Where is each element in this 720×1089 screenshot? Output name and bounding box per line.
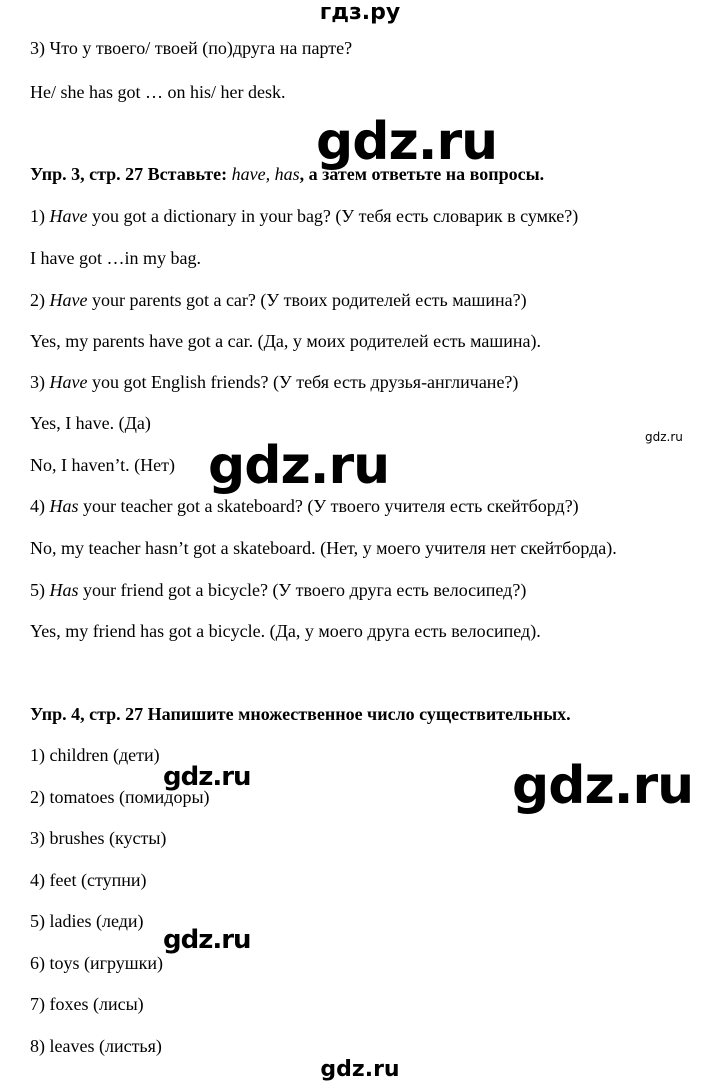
item-text: you got English friends? (У тебя есть друзья-англичане?) bbox=[87, 372, 519, 392]
watermark-logo: gdz.ru bbox=[163, 762, 251, 792]
exercise-4-item: 3) brushes (кусты) bbox=[30, 828, 167, 848]
exercise-3-line bbox=[30, 371, 518, 393]
item-text: your parents got a car? (У твоих родителей есть машина?) bbox=[87, 290, 527, 310]
item-number: 4) bbox=[30, 496, 50, 516]
exercise-4-item: 7) foxes (лисы) bbox=[30, 994, 144, 1014]
item-verb: Have bbox=[49, 290, 88, 310]
exercise-4-heading: Упр. 4, стр. 27 Напишите множественное число существительных. bbox=[30, 704, 571, 724]
item-verb: Have bbox=[49, 372, 88, 392]
exercise-4-item: 6) toys (игрушки) bbox=[30, 953, 164, 973]
item-number: 5) bbox=[30, 580, 50, 600]
site-footer: gdz.ru bbox=[320, 1057, 400, 1082]
watermark-logo: gdz.ru bbox=[208, 436, 390, 496]
intro-question: 3) Что у твоего/ твоей (по)друга на парте? bbox=[30, 38, 353, 58]
watermark-logo: gdz.ru bbox=[512, 756, 694, 816]
exercise-3-line: Yes, my parents have got a car. (Да, у моих родителей есть машина). bbox=[30, 331, 542, 351]
exercise-3-heading-suffix: , а затем ответьте на вопросы. bbox=[299, 164, 545, 184]
exercise-4-item: 2) tomatoes (помидоры) bbox=[30, 787, 210, 807]
exercise-3-line: No, my teacher hasn’t got a skateboard. (Нет, у моего учителя нет скейтборда). bbox=[30, 538, 617, 558]
watermark-logo: gdz.ru bbox=[316, 112, 498, 172]
exercise-3-line: I have got …in my bag. bbox=[30, 248, 201, 268]
exercise-3-heading-prefix: Упр. 3, стр. 27 Вставьте: bbox=[30, 164, 232, 184]
exercise-3-line bbox=[30, 495, 579, 517]
item-text: your teacher got a skateboard? (У твоего учителя есть скейтборд?) bbox=[78, 496, 579, 516]
item-text: you got a dictionary in your bag? (У тебя есть словарик в сумке?) bbox=[87, 206, 579, 226]
exercise-3-line: No, I haven’t. (Нет) bbox=[30, 455, 175, 475]
item-text: your friend got a bicycle? (У твоего друга есть велосипед?) bbox=[78, 580, 527, 600]
item-number: 1) bbox=[30, 206, 50, 226]
exercise-4-item: 8) leaves (листья) bbox=[30, 1036, 162, 1056]
exercise-3-line: Yes, my friend has got a bicycle. (Да, у моего друга есть велосипед). bbox=[30, 621, 541, 641]
intro-answer: He/ she has got … on his/ her desk. bbox=[30, 82, 286, 102]
item-verb: Has bbox=[49, 580, 79, 600]
exercise-3-heading-words: have, has bbox=[231, 164, 300, 184]
site-header: гдз.ру bbox=[319, 0, 401, 25]
exercise-3-line bbox=[30, 289, 527, 311]
watermark-logo: gdz.ru bbox=[163, 925, 251, 955]
item-verb: Has bbox=[49, 496, 79, 516]
watermark-logo: gdz.ru bbox=[645, 430, 683, 444]
item-number: 3) bbox=[30, 372, 50, 392]
item-verb: Have bbox=[49, 206, 88, 226]
exercise-4-item: 4) feet (ступни) bbox=[30, 870, 147, 890]
exercise-3-line: Yes, I have. (Да) bbox=[30, 413, 151, 433]
exercise-4-item: 5) ladies (леди) bbox=[30, 911, 144, 931]
exercise-3-line bbox=[30, 579, 526, 601]
item-number: 2) bbox=[30, 290, 50, 310]
exercise-3-line bbox=[30, 205, 578, 227]
exercise-4-item: 1) children (дети) bbox=[30, 745, 160, 765]
